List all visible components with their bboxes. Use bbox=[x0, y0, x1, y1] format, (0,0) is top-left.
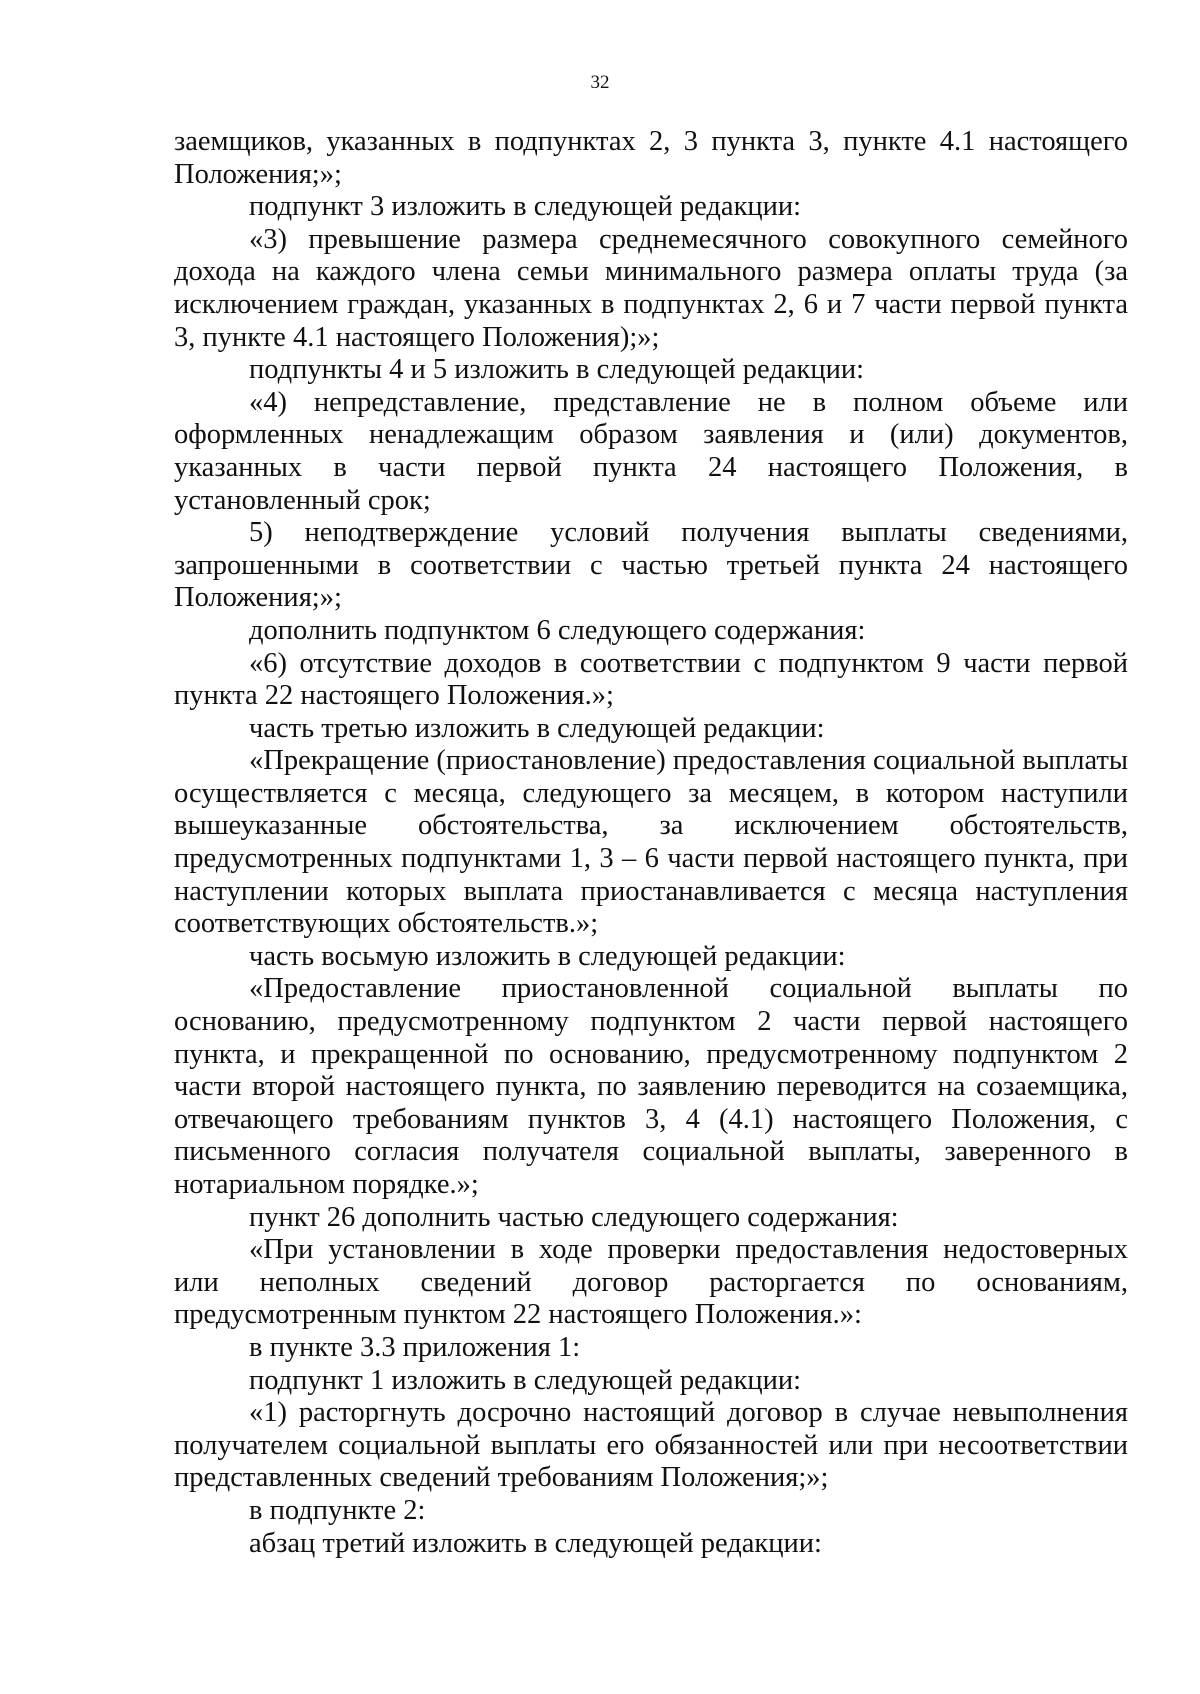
paragraph: «Прекращение (приостановление) предоставления социальной выплаты осуществляется с месяца, следующего за месяцем, в котором наступили вышеуказанные обстоятельства, за исключением обстоятельств, предусмотренных подпунктами 1, 3 – 6 части первой настоящего пункта, при наступлении которых выплата приостанавливается с месяца наступления соответствующих обстоятельств.»; bbox=[174, 745, 1128, 940]
paragraph: абзац третий изложить в следующей редакции: bbox=[249, 1527, 822, 1559]
paragraph: пункт 26 дополнить частью следующего содержания: bbox=[249, 1201, 899, 1233]
paragraph: «1) расторгнуть досрочно настоящий договор в случае невыполнения получателем социальной выплаты его обязанностей или при несоответствии представленных сведений требованиям Положения;»; bbox=[174, 1397, 1128, 1494]
paragraph: «3) превышение размера среднемесячного совокупного семейного дохода на каждого члена семьи минимального размера оплаты труда (за исключением граждан, указанных в подпунктах 2, 6 и 7 части первой пункта 3, пункте 4.1 настоящего Положения);»; bbox=[174, 223, 1128, 353]
paragraph: подпункт 1 изложить в следующей редакции: bbox=[249, 1364, 802, 1396]
paragraph: подпункт 3 изложить в следующей редакции: bbox=[249, 191, 802, 223]
paragraph: «Предоставление приостановленной социальной выплаты по основанию, предусмотренному подпунктом 2 части первой настоящего пункта, и прекращенной по основанию, предусмотренному подпунктом 2 части второй настоящего пункта, по заявлению переводится на созаемщика, отвечающего требованиям пунктов 3, 4 (4.1) настоящего Положения, с письменного согласия получателя социальной выплаты, заверенного в нотариальном порядке.»; bbox=[174, 973, 1128, 1200]
document-body bbox=[174, 126, 1128, 1560]
paragraph: «6) отсутствие доходов в соответствии с подпунктом 9 части первой пункта 22 настоящего Положения.»; bbox=[174, 647, 1128, 712]
page-number: 32 bbox=[590, 72, 610, 93]
paragraph: в пункте 3.3 приложения 1: bbox=[249, 1331, 581, 1363]
paragraph: «4) непредставление, представление не в полном объеме или оформленных ненадлежащим образом заявления и (или) документов, указанных в части первой пункта 24 настоящего Положения, в установленный срок; bbox=[174, 386, 1128, 516]
paragraph: дополнить подпунктом 6 следующего содержания: bbox=[249, 614, 866, 646]
paragraph: «При установлении в ходе проверки предоставления недостоверных или неполных сведений договор расторгается по основаниям, предусмотренным пунктом 22 настоящего Положения.»: bbox=[174, 1234, 1128, 1331]
paragraph-continuation: заемщиков, указанных в подпунктах 2, 3 пункта 3, пункте 4.1 настоящего Положения;»; bbox=[174, 126, 1128, 190]
paragraph: часть восьмую изложить в следующей редакции: bbox=[249, 940, 846, 972]
paragraph: подпункты 4 и 5 изложить в следующей редакции: bbox=[249, 354, 864, 386]
paragraph: в подпункте 2: bbox=[249, 1494, 426, 1526]
paragraph: 5) неподтверждение условий получения выплаты сведениями, запрошенными в соответствии с частью третьей пункта 24 настоящего Положения;»; bbox=[174, 517, 1128, 614]
paragraph: часть третью изложить в следующей редакции: bbox=[249, 712, 825, 744]
